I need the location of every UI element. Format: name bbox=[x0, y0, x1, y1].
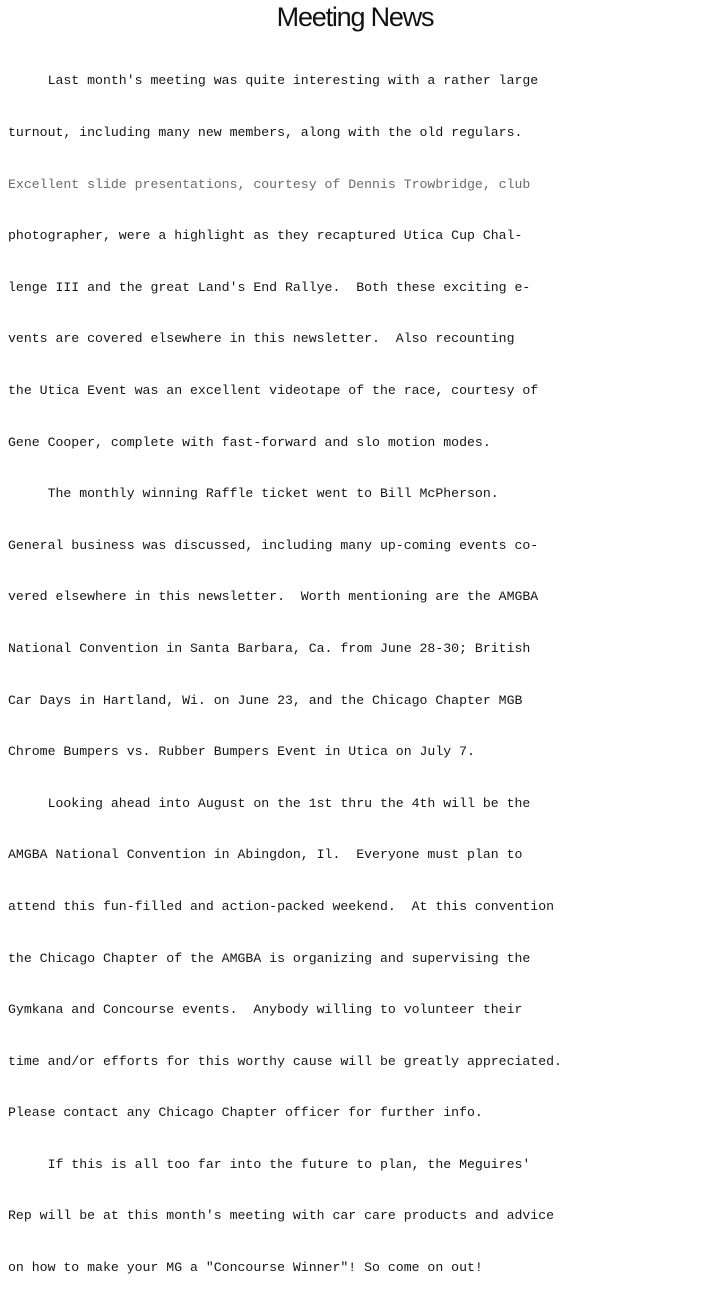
article-line: lenge III and the great Land's End Rallye. Both these exciting e- bbox=[8, 279, 531, 295]
article-line: Gene Cooper, complete with fast-forward and slo motion modes. bbox=[8, 434, 491, 450]
article-line: Rep will be at this month's meeting with car care products and advice bbox=[8, 1208, 555, 1224]
article-line: vents are covered elsewhere in this newsletter. Also recounting bbox=[8, 331, 515, 347]
article-line: General business was discussed, including many up-coming events co- bbox=[8, 537, 539, 553]
article-line: the Chicago Chapter of the AMGBA is organizing and supervising the bbox=[8, 950, 531, 966]
article-line: photographer, were a highlight as they recaptured Utica Cup Chal- bbox=[8, 228, 523, 244]
article-line: AMGBA National Convention in Abingdon, Il. Everyone must plan to bbox=[8, 847, 523, 863]
article-line: Looking ahead into August on the 1st thru the 4th will be the bbox=[8, 795, 531, 811]
article-line: Chrome Bumpers vs. Rubber Bumpers Event in Utica on July 7. bbox=[8, 744, 475, 760]
article-line: If this is all too far into the future to plan, the Meguires' bbox=[8, 1156, 531, 1172]
article-line: Please contact any Chicago Chapter officer for further info. bbox=[8, 1105, 483, 1121]
article-line: Excellent slide presentations, courtesy of Dennis Trowbridge, club bbox=[8, 176, 531, 192]
article-line: Gymkana and Concourse events. Anybody willing to volunteer their bbox=[8, 1002, 523, 1018]
article-line: on how to make your MG a "Concourse Winner"! So come on out! bbox=[8, 1260, 483, 1276]
article-line: the Utica Event was an excellent videotape of the race, courtesy of bbox=[8, 382, 539, 398]
article-body bbox=[8, 38, 708, 1293]
article-line: Car Days in Hartland, Wi. on June 23, and the Chicago Chapter MGB bbox=[8, 692, 523, 708]
article-line: The monthly winning Raffle ticket went to Bill McPherson. bbox=[8, 486, 499, 502]
article-heading: Meeting News bbox=[276, 2, 434, 32]
article-line: attend this fun-filled and action-packed weekend. At this convention bbox=[8, 898, 555, 914]
article-line: National Convention in Santa Barbara, Ca. from June 28-30; British bbox=[8, 640, 531, 656]
article-line: time and/or efforts for this worthy cause will be greatly appreciated. bbox=[8, 1053, 562, 1069]
article-line: vered elsewhere in this newsletter. Worth mentioning are the AMGBA bbox=[8, 589, 539, 605]
article-line: turnout, including many new members, along with the old regulars. bbox=[8, 125, 523, 140]
article-line: Last month's meeting was quite interesting with a rather large bbox=[8, 73, 539, 89]
